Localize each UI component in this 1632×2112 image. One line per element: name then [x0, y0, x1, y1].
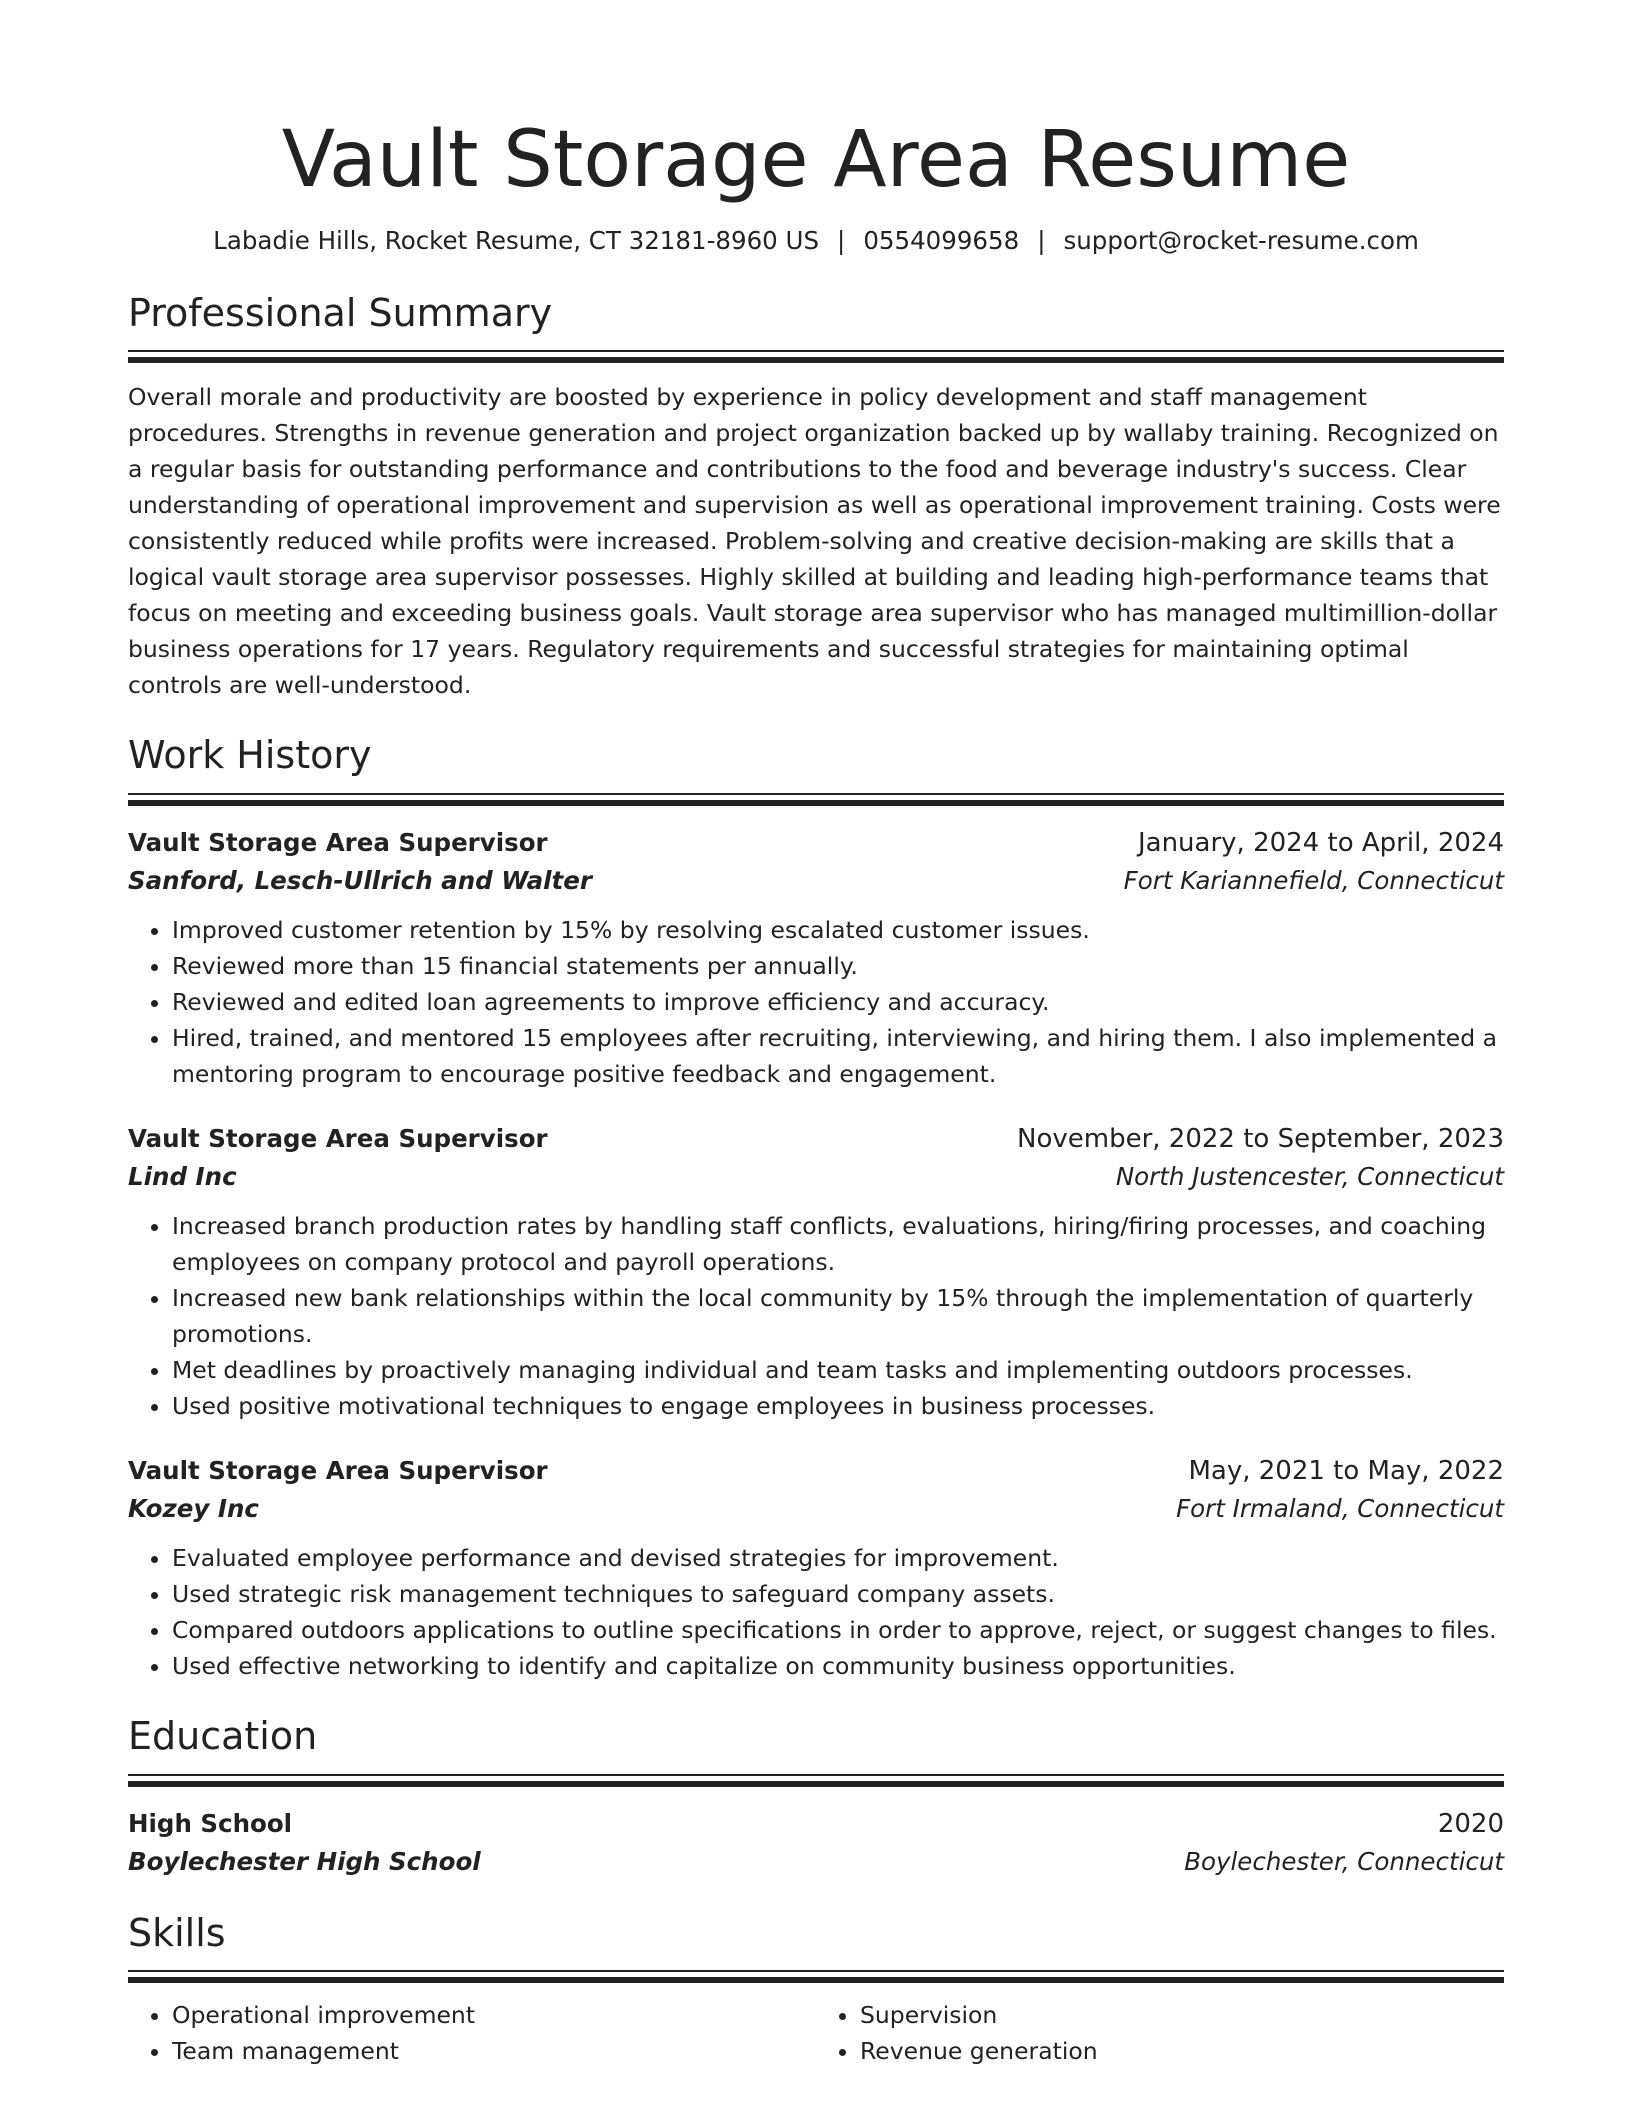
section-title-work-history: Work History	[128, 733, 372, 778]
section-divider	[128, 793, 1504, 806]
section-title-summary: Professional Summary	[128, 290, 553, 335]
education-entry	[128, 1805, 1504, 1881]
skills-column-left	[128, 1997, 816, 2069]
job-entry	[128, 824, 1504, 1092]
education-location: Boylechester, Connecticut	[1184, 1846, 1504, 1876]
resume-title: Vault Storage Area Resume	[281, 115, 1351, 205]
list-item: • Improved customer retention by 15% by resolving escalated customer issues.	[172, 912, 1504, 948]
list-item: • Team management	[172, 2033, 816, 2069]
job-bullets	[128, 1208, 1504, 1424]
job-title: Vault Storage Area Supervisor	[128, 1455, 548, 1485]
education-degree: High School	[128, 1808, 293, 1838]
list-item: • Increased new bank relationships within the local community by 15% through the implementation of quarterly promotions.	[172, 1280, 1504, 1352]
job-company: Lind Inc	[128, 1161, 237, 1191]
skills-column-right	[816, 1997, 1504, 2069]
contact-line	[128, 226, 1504, 255]
contact-phone: 0554099658	[863, 225, 1020, 255]
job-title: Vault Storage Area Supervisor	[128, 827, 548, 857]
contact-email: support@rocket-resume.com	[1063, 225, 1419, 255]
list-item: • Met deadlines by proactively managing individual and team tasks and implementing outdoors processes.	[172, 1352, 1504, 1388]
job-location: Fort Kariannefield, Connecticut	[1123, 865, 1504, 895]
education-school: Boylechester High School	[128, 1846, 481, 1876]
section-divider	[128, 1774, 1504, 1787]
job-dates: November, 2022 to September, 2023	[1017, 1123, 1504, 1154]
list-item: • Revenue generation	[860, 2033, 1504, 2069]
list-item: • Reviewed and edited loan agreements to improve efficiency and accuracy.	[172, 984, 1504, 1020]
job-bullets	[128, 912, 1504, 1092]
job-entry	[128, 1452, 1504, 1684]
skills-section	[128, 1911, 1504, 2070]
list-item: • Hired, trained, and mentored 15 employees after recruiting, interviewing, and hiring them. I also implemented a mentoring program to encourage positive feedback and engagement.	[172, 1020, 1504, 1092]
summary-text: Overall morale and productivity are boosted by experience in policy development and staff management procedures. Strengths in revenue generation and project organization backed up by wallaby training. Recognized on a regular basis for outstanding performance and contributions to the food and beverage industry's success. Clear understanding of operational improvement and supervision as well as operational improvement training. Costs were consistently reduced while profits were increased. Problem-solving and creative decision-making are skills that a logical vault storage area supervisor possesses. Highly skilled at building and leading high-performance teams that focus on meeting and exceeding business goals. Vault storage area supervisor who has managed multimillion-dollar business operations for 17 years. Regulatory requirements and successful strategies for maintaining optimal controls are well-understood.	[128, 383, 1501, 700]
contact-separator: |	[837, 225, 846, 255]
job-company: Sanford, Lesch-Ullrich and Walter	[128, 865, 592, 895]
section-divider	[128, 350, 1504, 363]
education-section	[128, 1714, 1504, 1881]
job-title: Vault Storage Area Supervisor	[128, 1123, 548, 1153]
list-item: • Increased branch production rates by handling staff conflicts, evaluations, hiring/firing processes, and coaching employees on company protocol and payroll operations.	[172, 1208, 1504, 1280]
job-location: North Justencester, Connecticut	[1115, 1161, 1504, 1191]
job-dates: January, 2024 to April, 2024	[1137, 827, 1504, 858]
list-item: • Operational improvement	[172, 1997, 816, 2033]
contact-separator: |	[1037, 225, 1046, 255]
list-item: • Reviewed more than 15 financial statements per annually.	[172, 948, 1504, 984]
list-item: • Compared outdoors applications to outline specifications in order to approve, reject, or suggest changes to files.	[172, 1612, 1504, 1648]
skills-list	[128, 1997, 1504, 2069]
job-bullets	[128, 1540, 1504, 1684]
list-item: • Evaluated employee performance and devised strategies for improvement.	[172, 1540, 1504, 1576]
summary-section	[128, 291, 1504, 704]
section-title-education: Education	[128, 1713, 318, 1758]
job-entry	[128, 1120, 1504, 1424]
list-item: • Used effective networking to identify and capitalize on community business opportunities.	[172, 1648, 1504, 1684]
education-year: 2020	[1437, 1808, 1504, 1839]
list-item: • Supervision	[860, 1997, 1504, 2033]
section-divider	[128, 1970, 1504, 1983]
job-location: Fort Irmaland, Connecticut	[1176, 1493, 1504, 1523]
section-title-skills: Skills	[128, 1910, 226, 1955]
job-dates: May, 2021 to May, 2022	[1188, 1455, 1504, 1486]
contact-address: Labadie Hills, Rocket Resume, CT 32181-8960 US	[213, 225, 820, 255]
work-history-section	[128, 733, 1504, 1684]
list-item: • Used strategic risk management techniques to safeguard company assets.	[172, 1576, 1504, 1612]
list-item: • Used positive motivational techniques to engage employees in business processes.	[172, 1388, 1504, 1424]
job-company: Kozey Inc	[128, 1493, 259, 1523]
